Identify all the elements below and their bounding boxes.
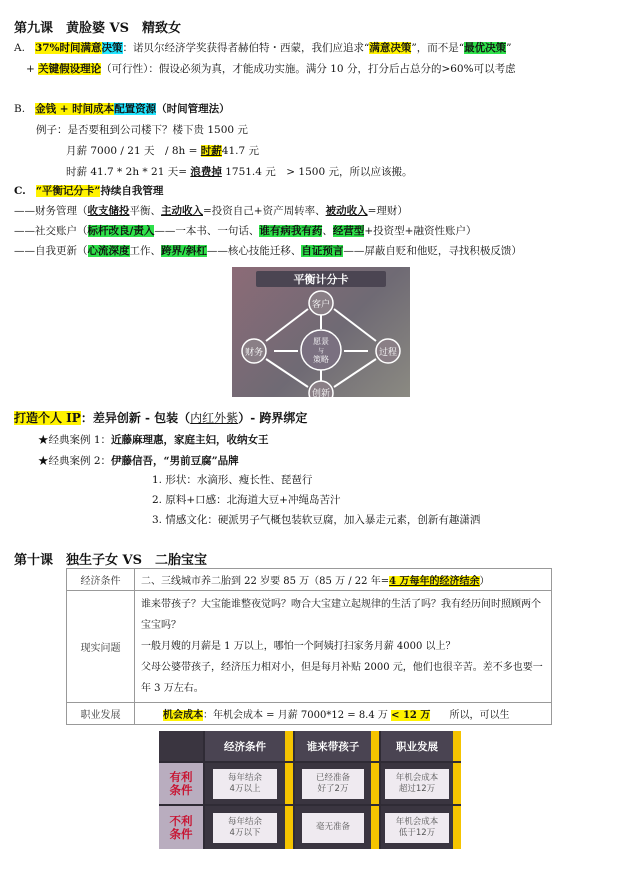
ip-case2-text: 伊藤信吾，“男前豆腐”品牌: [111, 455, 239, 467]
cmp-row1-label: 有利条件: [159, 763, 203, 804]
c1-c: =投资自己+资产周转率、: [203, 205, 326, 217]
c2-hg3: 经营型: [332, 225, 365, 237]
bsc-center-1: 愿景: [313, 337, 329, 346]
ip-case1-label: ★经典案例 1：: [38, 434, 112, 446]
row2-content: [135, 591, 552, 703]
cmp-accent-bar: [453, 731, 461, 761]
cmp-r1-c3: 年机会成本 超过12万: [385, 769, 449, 799]
calc1-a: 月薪 7000 / 21 天 / 8h =: [66, 145, 198, 157]
plus-sign: +: [26, 63, 35, 75]
c2-c: 、: [322, 225, 333, 237]
section-a-text3: ”: [506, 42, 512, 54]
lesson10-title: 第十课 独生子女 VS 二胎宝宝: [14, 553, 208, 568]
cmp-cell-bg: [381, 763, 453, 804]
row1-label: 经济条件: [67, 569, 135, 591]
cmp-corner: [159, 731, 203, 761]
ip-text2: ）- 跨界绑定: [238, 411, 308, 425]
bsc-label-bottom: 创新: [311, 389, 331, 397]
c1-b: 平衡、: [129, 205, 161, 217]
balanced-scorecard-image: [232, 267, 410, 397]
ip-item-3: 3. 情感文化：硬派男子气概包装软豆腐，加入暴走元素，创新有趣潇洒: [152, 514, 481, 526]
section-a-text1: ：诺贝尔经济学奖获得者赫伯特・西蒙，我们应追求“: [122, 42, 370, 54]
bsc-label-top: 客户: [311, 300, 331, 310]
section-c-hl1: “平衡记分卡”: [35, 185, 101, 197]
cmp-accent-bar: [453, 763, 461, 804]
section-a-hl1: 37%时间满意: [34, 42, 102, 54]
calc2-a: 时薪 41.7 * 2h * 21 天=: [66, 166, 188, 178]
section-a-line2: [26, 61, 516, 76]
row3-label: 职业发展: [67, 703, 135, 725]
cmp-r1-c2: 已经准备 好了2万: [302, 769, 364, 799]
c1-a: ——财务管理（: [14, 205, 88, 217]
cmp-accent-bar: [285, 731, 293, 761]
section-c-prefix: C.: [14, 185, 26, 197]
row1-content: [135, 569, 552, 591]
lesson10-table: [66, 568, 552, 725]
cmp-accent-bar: [453, 806, 461, 849]
row3-hl2: < 12 万: [391, 710, 431, 721]
ip-hl: 打造个人 IP: [14, 411, 81, 425]
cmp-r2-c1: 每年结余 4万以下: [213, 813, 277, 843]
ip-case2: [38, 453, 239, 468]
section-a-prefix: A.: [14, 42, 25, 54]
cmp-cell-bg: [205, 806, 285, 849]
cmp-accent-bar: [285, 763, 293, 804]
cmp-r2-c3: 年机会成本 低于12万: [385, 813, 449, 843]
c3-hg1: 心流深度: [87, 245, 130, 257]
ip-case1: [38, 432, 269, 447]
section-c-text1: 持续自我管理: [100, 185, 164, 197]
row2-label: 现实问题: [67, 591, 135, 703]
bsc-title: 平衡计分卡: [293, 273, 349, 286]
row3-end: 所以，可以生: [449, 710, 510, 721]
section-a-hl2: 决策: [101, 42, 123, 54]
calc1-hl: 时薪: [200, 145, 222, 157]
cmp-r1-c1: 每年结余 4万以上: [213, 769, 277, 799]
balanced-scorecard-diagram: [232, 267, 410, 397]
section-a-hl5: 关键假设理论: [38, 63, 102, 75]
section-c-title: [14, 183, 163, 198]
c1-u3: 被动收入: [325, 205, 368, 217]
bsc-label-right: 过程: [378, 348, 398, 358]
ip-case2-label: ★经典案例 2：: [38, 455, 112, 467]
bsc-center-2: 与: [317, 348, 325, 355]
cmp-accent-bar: [285, 806, 293, 849]
section-c-line2: [14, 223, 476, 238]
c2-hg1: 标杆改良/责入: [87, 225, 155, 237]
cmp-cell-bg: [205, 763, 285, 804]
cmp-cell-bg: [295, 806, 371, 849]
cmp-header-1: 经济条件: [205, 731, 285, 761]
bsc-center-3: 策略: [313, 355, 329, 364]
row2-p1: 谁来带孩子？大宝能谁整夜觉吗？吻合大宝建立起规律的生活了吗？我有经历间时照顾两个宝宝吗？: [141, 599, 541, 631]
c2-b: ——一本书、一句话、: [154, 225, 260, 237]
ip-case1-text: 近藤麻理惠，家庭主妇，收纳女王: [111, 434, 269, 446]
cmp-r2-c2: 毫无准备: [302, 813, 364, 843]
section-b-example: 例子：是否要租到公司楼下？楼下贵 1500 元: [36, 124, 248, 136]
section-a-line1: [14, 40, 512, 55]
row2-p2: 一般月嫂的月薪是 1 万以上，哪怕一个阿姨打扫家务月薪 4000 以上？: [141, 641, 456, 652]
cmp-cell-bg: [381, 806, 453, 849]
section-b-calc1: [66, 143, 259, 158]
c2-d: +投资型+融资性账户）: [364, 225, 477, 237]
section-b-hl2: 配置资源: [114, 103, 157, 115]
section-c-line1: [14, 203, 408, 218]
section-a-line2-text: （可行性）：假设必须为真，才能成功实施。满分 10 分，打分后占总分的>60%可以考虑: [101, 63, 516, 75]
section-a-hl4: 最优决策: [464, 42, 507, 54]
row1-text: 二、三线城市养二胎到 22 岁要 85 万（85 万 / 22 年=: [141, 576, 390, 587]
row2-p3: 父母公婆带孩子，经济压力相对小，但是每月补贴 2000 元，他们也很辛苦。差不多也要一年 3 万左右。: [141, 662, 543, 694]
section-b-line1: [14, 101, 230, 116]
ip-item-1: 1. 形状：水滴形、瘦长性、琵琶行: [152, 474, 313, 486]
c3-a: ——自我更新（: [14, 245, 88, 257]
ip-item-2: 2. 原料+口感：北海道大豆+冲绳岛苦汁: [152, 494, 341, 506]
c2-a: ——社交账户（: [14, 225, 88, 237]
section-b-prefix: B.: [14, 103, 26, 115]
row3-hl1: 机会成本: [163, 710, 203, 721]
table-row: [67, 703, 552, 725]
cmp-accent-bar: [371, 763, 379, 804]
cmp-accent-bar: [371, 731, 379, 761]
cmp-header-3: 职业发展: [381, 731, 453, 761]
section-b-calc2: [66, 164, 412, 179]
cmp-accent-bar: [371, 806, 379, 849]
c1-d: =理财）: [367, 205, 408, 217]
c3-b: 工作、: [129, 245, 161, 257]
ip-u: 内红外紫: [190, 411, 239, 425]
c3-d: ——屏蔽自贬和他贬，寻找积极反馈）: [343, 245, 522, 257]
c1-u1: 收支储投: [87, 205, 130, 217]
ip-title: [14, 409, 307, 426]
table-row: [67, 569, 552, 591]
cmp-row2-label: 不利条件: [159, 806, 203, 849]
c3-hg3: 自证预言: [301, 245, 344, 257]
section-a-text2: ”，而不是“: [411, 42, 465, 54]
calc2-u: 浪费掉: [190, 166, 222, 178]
cmp-cell-bg: [295, 763, 371, 804]
section-c-line3: [14, 243, 522, 258]
section-b-hl1: 金钱 + 时间成本: [35, 103, 115, 115]
row3-content: [135, 703, 552, 725]
section-b-text1: （时间管理法）: [156, 103, 230, 115]
comparison-image: [159, 731, 461, 849]
cmp-header-2: 谁来带孩子: [295, 731, 371, 761]
row1-hl: 4 万每年的经济结余: [389, 576, 480, 587]
row1-end: ）: [479, 576, 490, 587]
c1-u2: 主动收入: [161, 205, 203, 217]
lesson9-title: 第九课 黄脸婆 VS 精致女: [14, 21, 182, 36]
section-a-hl3: 满意决策: [369, 42, 412, 54]
c2-hg2: 谁有病我有药: [259, 225, 323, 237]
calc2-b: 1751.4 元 > 1500 元，所以应该搬。: [225, 166, 413, 178]
row3-text: ：年机会成本 = 月薪 7000*12 = 8.4 万: [203, 710, 388, 721]
bsc-label-left: 财务: [244, 348, 264, 358]
ip-text1: ：差异创新 - 包装（: [80, 411, 191, 425]
c3-c: ——核心技能迁移、: [206, 245, 302, 257]
c3-hg2: 跨界/斜杠: [161, 245, 207, 257]
table-row: [67, 591, 552, 703]
calc1-b: 41.7 元: [221, 145, 259, 157]
